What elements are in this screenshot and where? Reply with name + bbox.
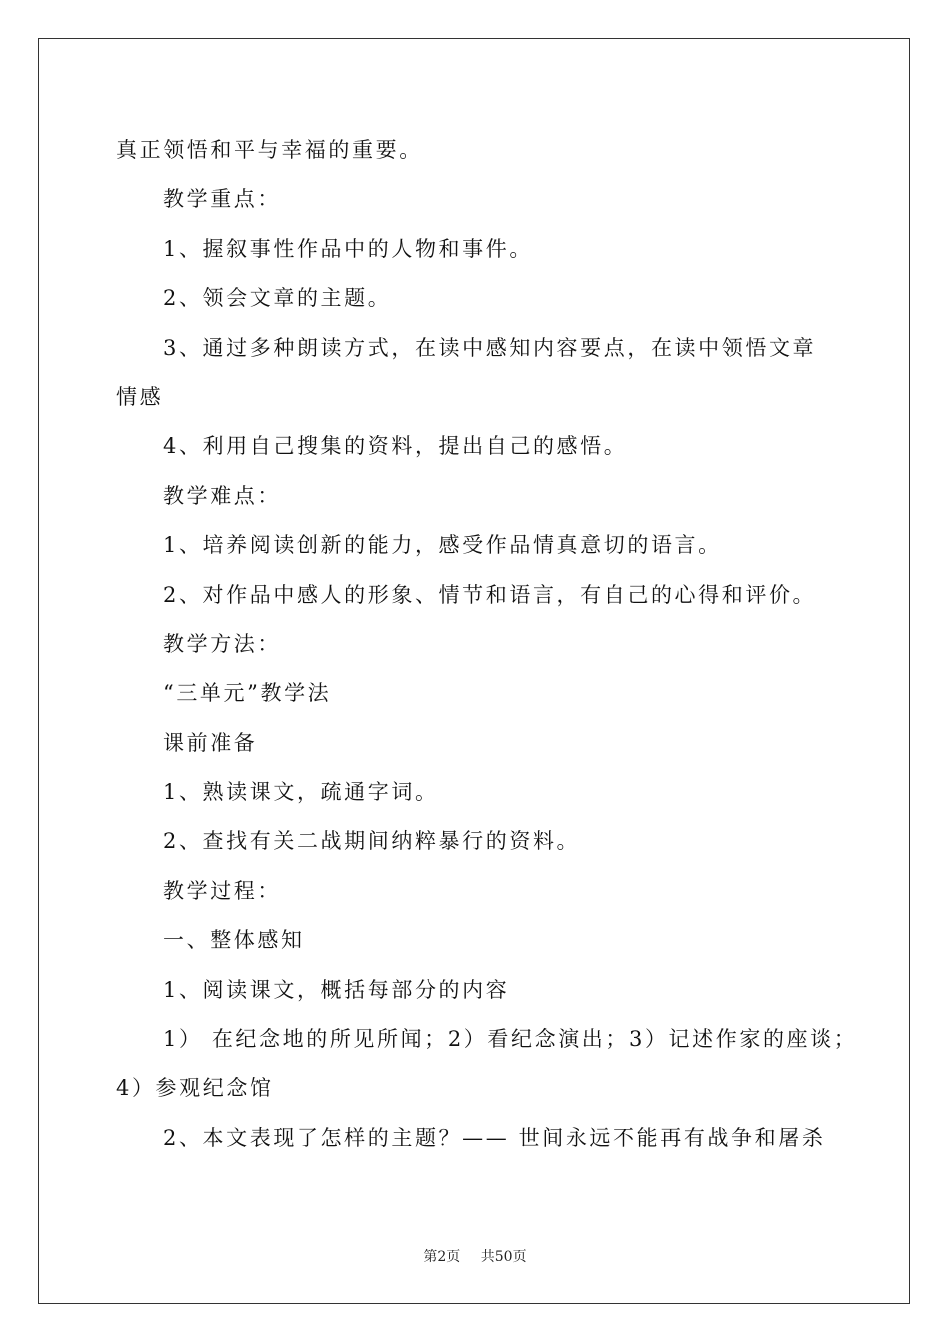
- text-line: 2、本文表现了怎样的主题？—— 世间永远不能再有战争和屠杀: [163, 1125, 826, 1150]
- text-line: 教学难点：: [163, 483, 281, 508]
- text-line: 一、整体感知: [163, 928, 305, 953]
- text-line: 2、对作品中感人的形象、情节和语言，有自己的心得和评价。: [163, 582, 817, 607]
- document-body: [116, 126, 858, 1163]
- text-line: 教学过程：: [163, 878, 281, 903]
- text-line: 情感: [116, 384, 164, 409]
- text-line: 1、握叙事性作品中的人物和事件。: [163, 236, 533, 261]
- page-total: 共50页: [480, 1249, 527, 1265]
- page-footer: [0, 1246, 950, 1266]
- text-line: 教学方法：: [163, 631, 281, 656]
- text-line: 1、阅读课文，概括每部分的内容: [163, 977, 510, 1002]
- page-number: 第2页: [423, 1249, 461, 1265]
- text-line: 1） 在纪念地的所见所闻；2）看纪念演出；3）记述作家的座谈；: [163, 1027, 858, 1052]
- text-line: 教学重点：: [163, 187, 281, 212]
- text-line: 真正领悟和平与幸福的重要。: [116, 138, 423, 162]
- text-line: 课前准备: [163, 730, 258, 755]
- text-line: 4、利用自己搜集的资料，提出自己的感悟。: [163, 434, 628, 459]
- text-line: 3、通过多种朗读方式，在读中感知内容要点，在读中领悟文章: [163, 335, 817, 360]
- text-line: 1、熟读课文，疏通字词。: [163, 780, 439, 805]
- text-line: “三单元”教学法: [163, 681, 332, 706]
- text-line: 4）参观纪念馆: [116, 1076, 274, 1101]
- text-line: 2、查找有关二战期间纳粹暴行的资料。: [163, 829, 581, 854]
- text-line: 1、培养阅读创新的能力，感受作品情真意切的语言。: [163, 533, 722, 558]
- text-line: 2、领会文章的主题。: [163, 286, 392, 311]
